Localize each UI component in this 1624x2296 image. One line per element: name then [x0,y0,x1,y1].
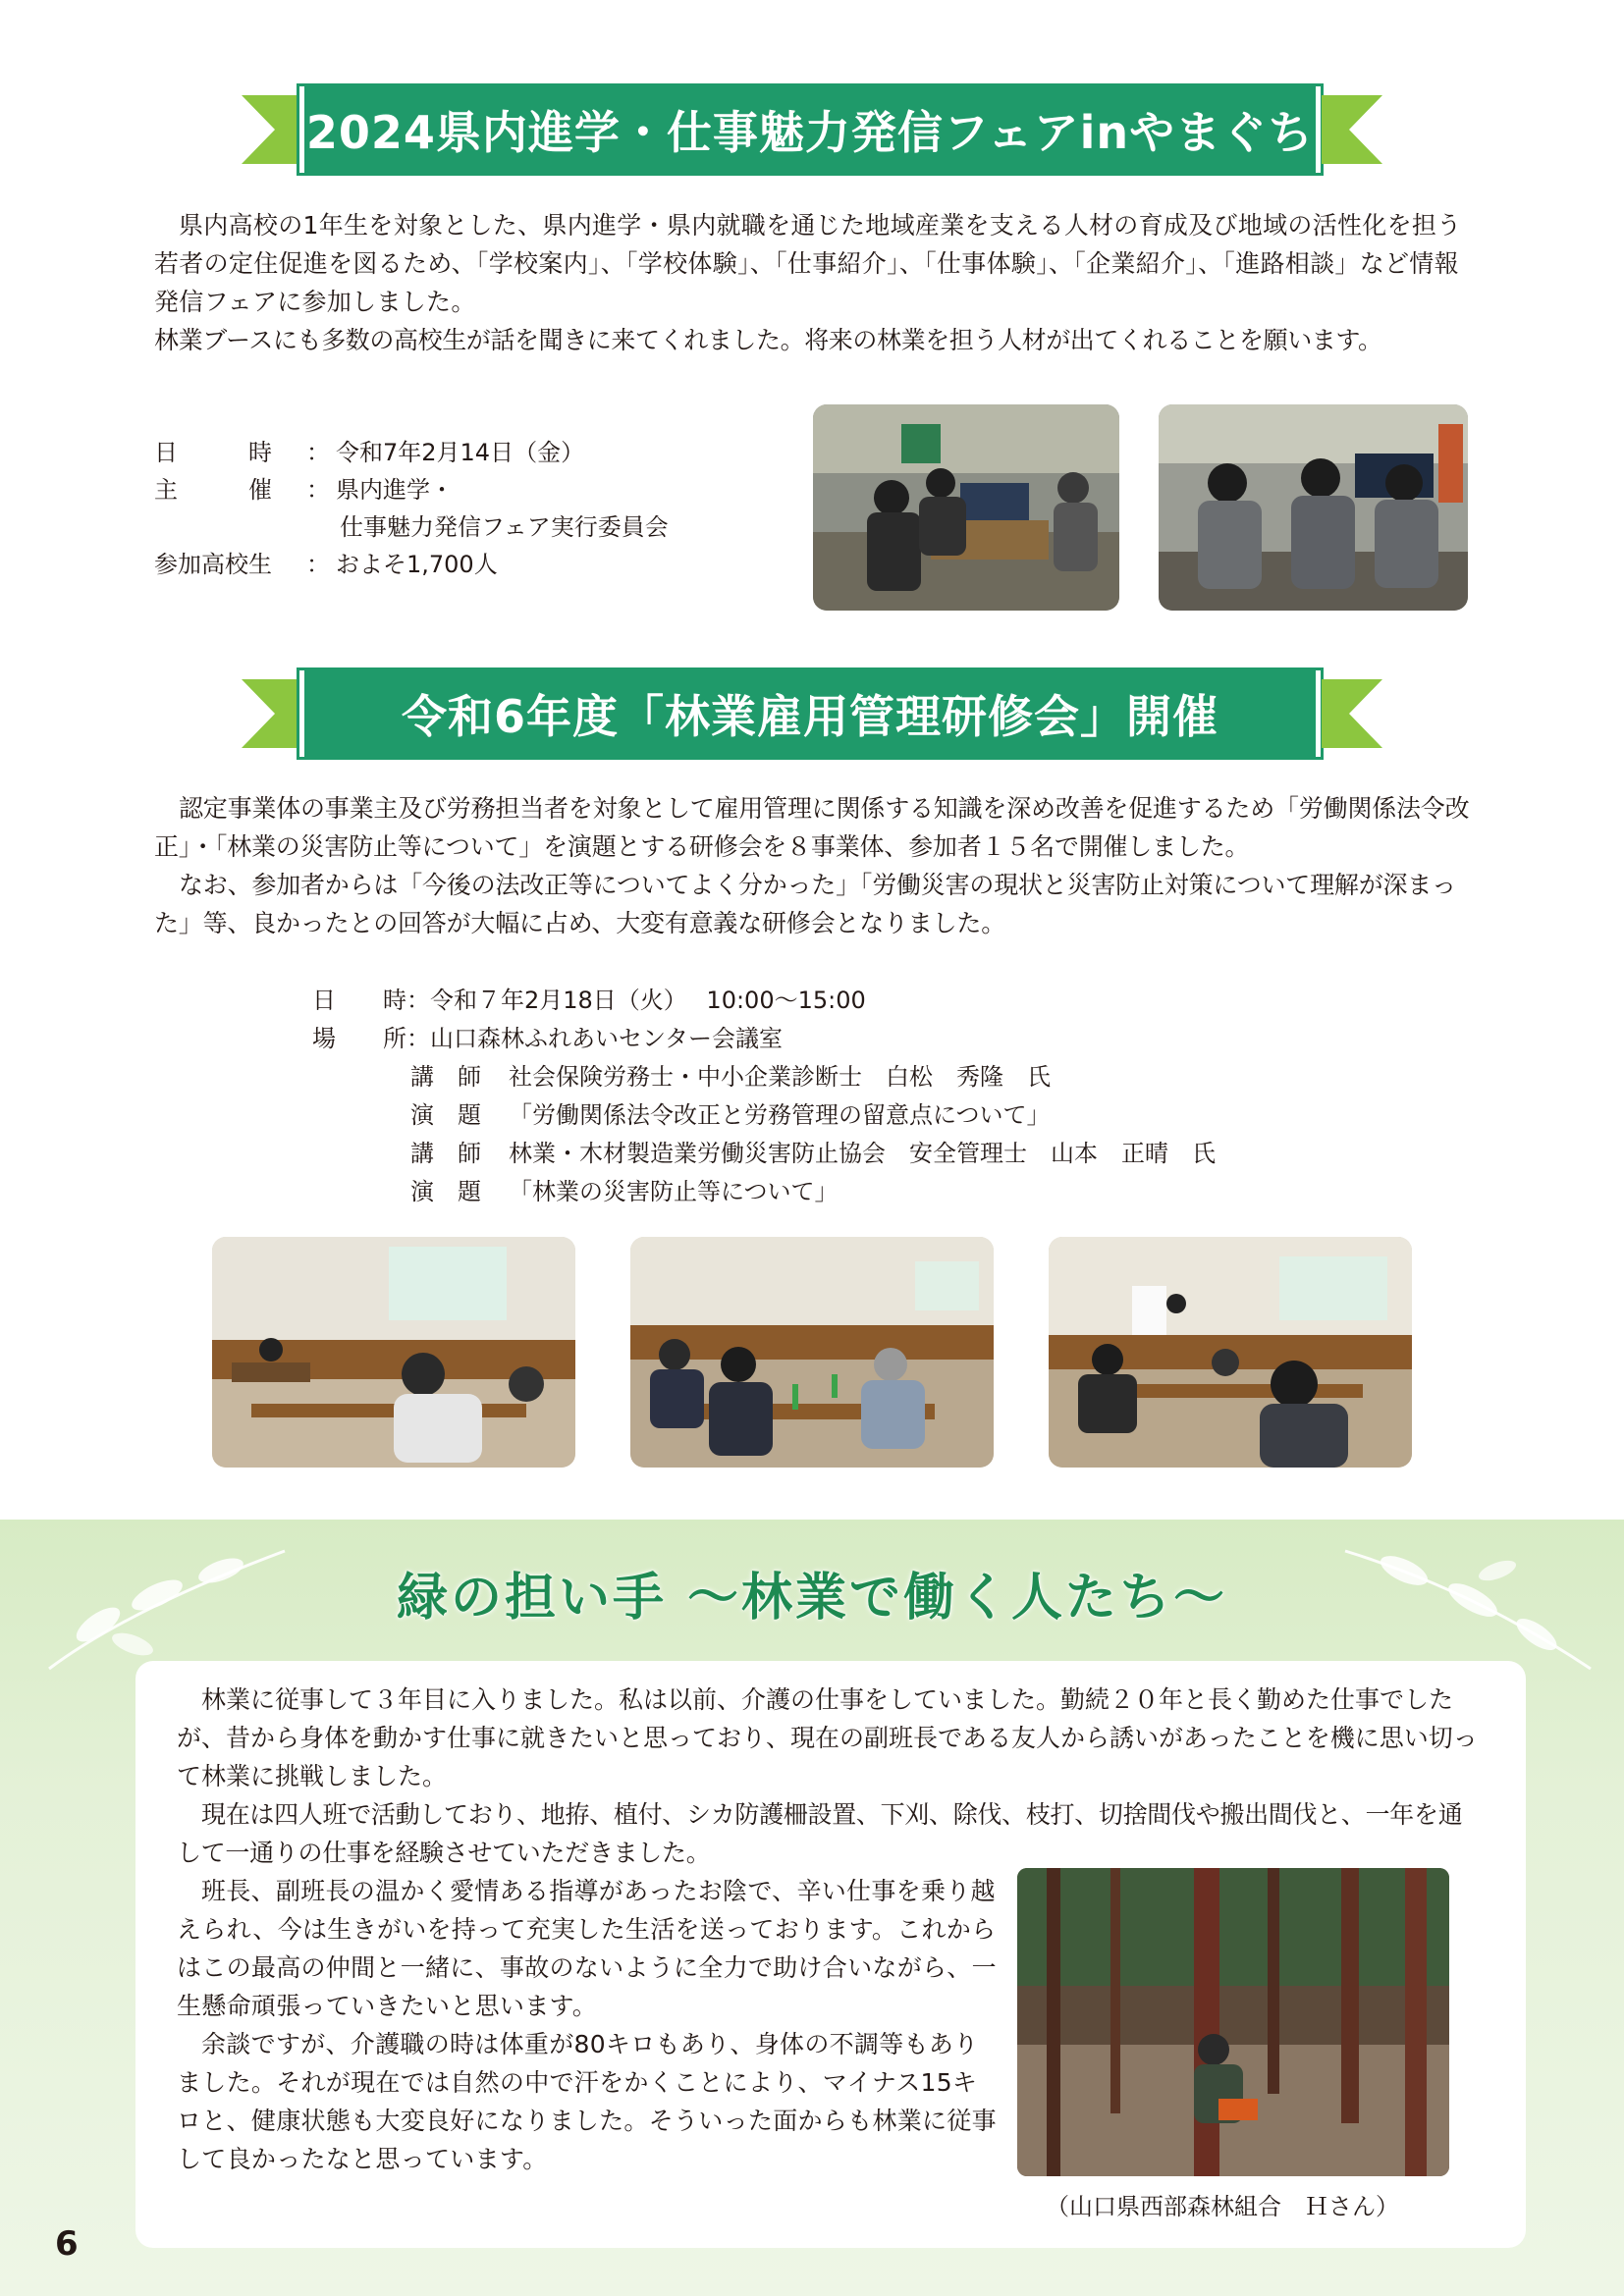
story-caption: （山口県西部森林組合 Ｈさん） [1046,2193,1399,2220]
lecturer-value: 社会保険労務士・中小企業診断士 白松 秀隆 氏 [509,1063,1051,1091]
info-value: 仕事魅力発信フェア実行委員会 [340,513,669,541]
seminar-paragraph: 認定事業体の事業主及び労務担当者を対象として雇用管理に関係する知識を深め改善を促進するため「労働関係法令改正」・「林業の災害防止等について」を演題とする研修会を８事業体、参加者１５名で開催しました。 [154,794,1470,861]
fair-paragraph: 県内高校の1年生を対象とした、県内進学・県内就職を通じた地域産業を支える人材の育成及び地域の活性化を担う若者の定住促進を図るため、「学校案内」、「学校体験」、「仕事紹介」、「仕事体験」、「企業紹介」、「進路相談」など情報発信フェアに参加しました。 [154,211,1462,316]
schedule-value: 山口森林ふれあいセンター会議室 [430,1025,784,1052]
story-paragraph: 林業に従事して３年目に入りました。私は以前、介護の仕事をしていました。勤続２０年と長く勤めた仕事でしたが、昔から身体を動かす仕事に就きたいと思っており、現在の副班長である友人から誘いがあったことを機に思い切って林業に挑戦しました。 [177,1685,1478,1790]
forest-worker-photo [1017,1868,1449,2176]
seminar-paragraph: なお、参加者からは「今後の法改正等についてよく分かった」「労働災害の現状と災害防止対策について理解が深まった」等、良かったとの回答が大幅に占め、大変有意義な研修会となりました。 [154,871,1456,937]
banner-chevron-right-icon [1322,95,1382,164]
schedule-label: 日 時 [312,987,406,1014]
lecturer-value: 林業・木材製造業労働災害防止協会 安全管理士 山本 正晴 氏 [509,1140,1216,1167]
story-paragraph: 現在は四人班で活動しており、地拵、植付、シカ防護柵設置、下刈、除伐、枝打、切捨間伐や搬出間伐と、一年を通して一通りの仕事を経験させていただきました。 [177,1800,1463,1867]
topic-label: 演 題 [410,1178,481,1205]
info-label: 主 催 [154,476,272,504]
section-title-seminar: 令和6年度「林業雇用管理研修会」開催 [299,670,1321,757]
info-value: およそ1,700人 [336,551,498,578]
fair-info: 日 時 ： 令和7年2月14日（金） 主 催 ： 県内進学・ 仕事魅力発信フェア実行委員会 参加高校生 ： およそ1,700人 [154,434,669,583]
fair-booth-photo [1159,404,1468,611]
lecturer-label: 講 師 [410,1063,481,1091]
topic-value: 「林業の災害防止等について」 [509,1178,839,1205]
info-value: 県内進学・ [336,476,454,504]
schedule-label: 場 所 [312,1025,406,1052]
banner-chevron-right-icon [1322,679,1382,748]
info-value: 令和7年2月14日（金） [336,439,585,466]
banner-chevron-left-icon [242,95,302,164]
seminar-description [154,789,1470,942]
story-paragraph: 余談ですが、介護職の時は体重が80キロもあり、身体の不調等もありました。それが現在では自然の中で汗をかくことにより、マイナス15キロと、健康状態も大変良好になりました。そういった面からも林業に従事して良かったなと思っています。 [177,2030,997,2173]
seminar-photo [1049,1237,1412,1468]
section-title-fair: 2024県内進学・仕事魅力発信フェアinやまぐち [299,86,1321,173]
page-number: 6 [55,2224,79,2264]
seminar-photo [630,1237,994,1468]
schedule-value: 令和７年2月18日（火） 10:00～15:00 [430,987,866,1014]
info-label: 日 時 [154,439,272,466]
info-label: 参加高校生 [154,551,272,578]
story-paragraph: 班長、副班長の温かく愛情ある指導があったお陰で、辛い仕事を乗り越えられ、今は生きがいを持って充実した生活を送っております。これからはこの最高の仲間と一緒に、事故のないように全力で助け合いながら、一生懸命頑張っていきたいと思います。 [177,1877,997,2020]
seminar-schedule: 日 時 ： 令和７年2月18日（火） 10:00～15:00 場 所 ： 山口森林ふれあいセンター会議室 講 師 社会保険労務士・中小企業診断士 白松 秀隆 氏 演 題 「労働関係法令改正と労務管理の留意点について」 講 師 林業・木材製造業労働災害防止協会 安全管理士 山本 正晴 氏 演 題 「林業の災害防止等について」 [312,982,1216,1211]
seminar-photo [212,1237,575,1468]
topic-value: 「労働関係法令改正と労務管理の留意点について」 [509,1101,1051,1129]
topic-label: 演 題 [410,1101,481,1129]
lecturer-label: 講 師 [410,1140,481,1167]
section-title-green-workers: 緑の担い手 ～林業で働く人たち～ [396,1568,1228,1628]
fair-paragraph: 林業ブースにも多数の高校生が話を聞きに来てくれました。将来の林業を担う人材が出てくれることを願います。 [154,326,1382,354]
banner-chevron-left-icon [242,679,302,748]
fair-booth-photo [813,404,1119,611]
fair-description [154,206,1470,359]
